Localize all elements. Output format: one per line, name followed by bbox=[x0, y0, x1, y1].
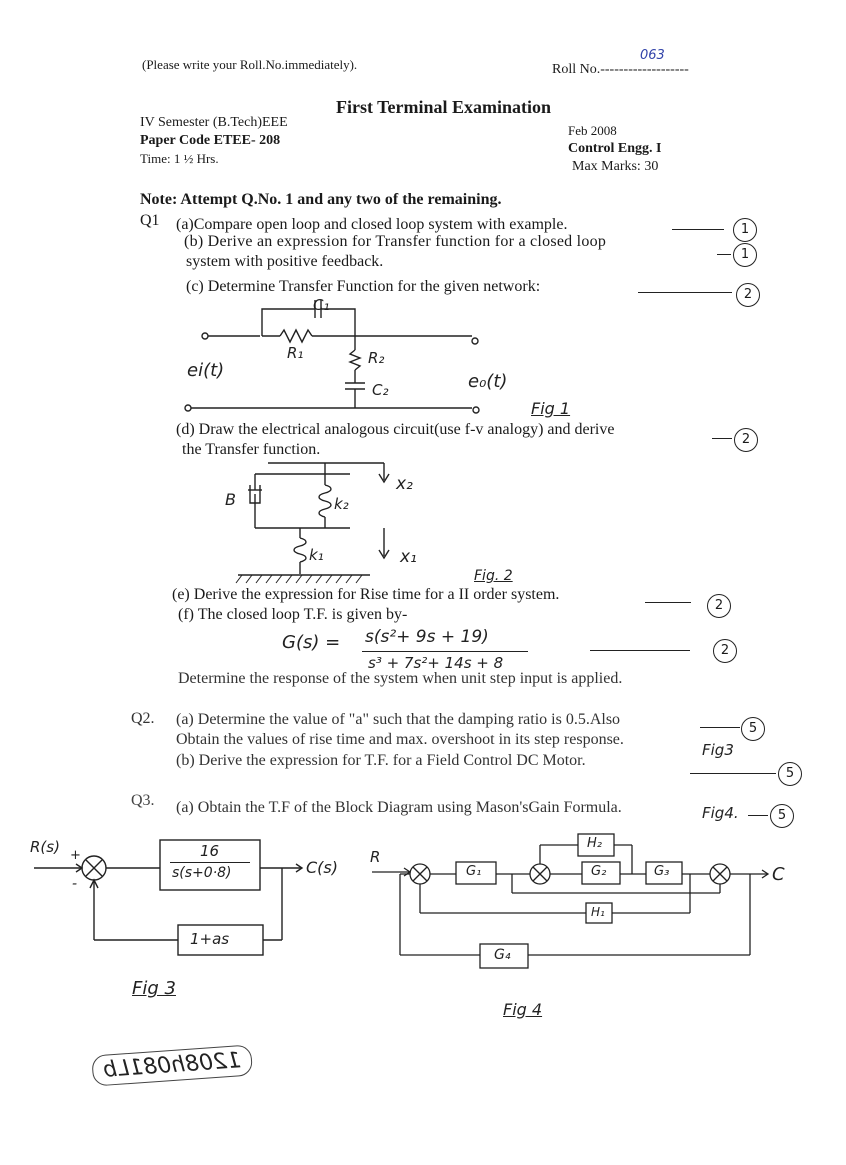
fig3-minus-sign: - bbox=[72, 876, 78, 892]
fig4-g2-label: G₂ bbox=[591, 864, 607, 879]
fig4-output-label: C bbox=[772, 864, 785, 885]
fig4-g3-label: G₃ bbox=[654, 864, 670, 879]
q2a-text-2: Obtain the values of rise time and max. overshoot in its step response. bbox=[176, 731, 624, 748]
fig4-caption: Fig 4 bbox=[503, 1000, 543, 1019]
q1b-text-1: (b) Derive an expression for Transfer function for a closed loop bbox=[184, 233, 607, 250]
fig4-h1-label: H₁ bbox=[591, 905, 605, 919]
q1f-text: (f) The closed loop T.F. is given by- bbox=[178, 606, 408, 623]
q3a-fig-ref: Fig4. bbox=[702, 804, 739, 822]
fig2-b-label: B bbox=[225, 490, 236, 509]
q1d-text-1: (d) Draw the electrical analogous circuit(use f-v analogy) and derive bbox=[176, 421, 615, 438]
subject: Control Engg. I bbox=[568, 141, 662, 156]
q1e-text: (e) Derive the expression for Rise time for a II order system. bbox=[172, 586, 560, 603]
q1d-marks: 2 bbox=[734, 428, 758, 452]
q2a-fig-ref: Fig3 bbox=[702, 741, 734, 759]
q1f-marks: 2 bbox=[713, 639, 737, 663]
fig3-plus-sign: + bbox=[70, 848, 81, 863]
q1f-text-2: Determine the response of the system when unit step input is applied. bbox=[178, 670, 623, 687]
q1c-marks: 2 bbox=[736, 283, 760, 307]
q1-label: Q1 bbox=[140, 212, 160, 229]
handwritten-stamp: 1208h081Lb bbox=[91, 1044, 253, 1086]
fig3-feedback-label: 1+as bbox=[190, 930, 230, 948]
q1b-dash bbox=[717, 254, 731, 255]
fig4-g1-label: G₁ bbox=[466, 864, 482, 879]
fig1-caption: Fig 1 bbox=[531, 399, 571, 418]
q1a-text: (a)Compare open loop and closed loop system with example. bbox=[176, 216, 568, 233]
fig3-input-label: R(s) bbox=[30, 838, 60, 856]
paper-code: Paper Code ETEE- 208 bbox=[140, 133, 281, 148]
fig3-fwd-den: s(s+0·8) bbox=[172, 865, 232, 881]
q1b-text-2: system with positive feedback. bbox=[186, 253, 384, 270]
fig2-x2-label: x₂ bbox=[396, 474, 413, 494]
q3-label: Q3. bbox=[131, 792, 155, 809]
roll-label: Roll No.------------------- bbox=[552, 62, 689, 77]
exam-time: Time: 1 ½ Hrs. bbox=[140, 151, 219, 166]
q1a-dash bbox=[672, 229, 724, 230]
note: Note: Attempt Q.No. 1 and any two of the remaining. bbox=[140, 191, 502, 208]
q1d-text-2: the Transfer function. bbox=[182, 441, 321, 458]
q2b-text: (b) Derive the expression for T.F. for a Field Control DC Motor. bbox=[176, 752, 586, 769]
roll-number: 063 bbox=[640, 48, 665, 63]
fig1-r1-label: R₁ bbox=[287, 344, 304, 362]
q2b-marks: 5 bbox=[778, 762, 802, 786]
q1f-fraction-bar bbox=[362, 651, 528, 652]
max-marks: Max Marks: 30 bbox=[572, 159, 659, 174]
q1c-dash bbox=[638, 292, 732, 293]
q1c-text: (c) Determine Transfer Function for the given network: bbox=[186, 278, 541, 295]
fig1-c2-label: C₂ bbox=[372, 381, 389, 399]
semester: IV Semester (B.Tech)EEE bbox=[140, 115, 288, 130]
fig1-r2-label: R₂ bbox=[368, 349, 385, 367]
fig1-eo-label: e₀(t) bbox=[468, 371, 508, 392]
roll-instruction: (Please write your Roll.No.immediately). bbox=[142, 57, 358, 72]
fig4-h2-label: H₂ bbox=[587, 836, 602, 851]
q3a-marks: 5 bbox=[770, 804, 794, 828]
exam-date: Feb 2008 bbox=[568, 123, 617, 138]
q1e-dash bbox=[645, 602, 691, 603]
q1f-eq-den: s³ + 7s²+ 14s + 8 bbox=[368, 654, 504, 672]
q1d-dash bbox=[712, 438, 732, 439]
fig3-fraction-bar bbox=[170, 862, 250, 863]
fig2-caption: Fig. 2 bbox=[474, 568, 513, 584]
q3a-dash bbox=[748, 815, 768, 816]
fig1-c1-label: C₁ bbox=[313, 296, 330, 314]
fig3-output-label: C(s) bbox=[306, 858, 338, 877]
q3a-text: (a) Obtain the T.F of the Block Diagram using Mason'sGain Formula. bbox=[176, 799, 622, 816]
q1f-eq-num: s(s²+ 9s + 19) bbox=[365, 627, 489, 647]
q2a-marks: 5 bbox=[741, 717, 765, 741]
q1e-marks: 2 bbox=[707, 594, 731, 618]
exam-title: First Terminal Examination bbox=[336, 97, 552, 117]
fig3-caption: Fig 3 bbox=[132, 978, 176, 999]
fig1-ei-label: ei(t) bbox=[187, 360, 225, 381]
fig4-input-label: R bbox=[370, 848, 381, 866]
fig3-fwd-num: 16 bbox=[200, 842, 220, 860]
q1f-dash bbox=[590, 650, 690, 651]
q2b-dash bbox=[690, 773, 776, 774]
q1f-eq-lhs: G(s) = bbox=[282, 632, 341, 653]
fig2-k2-label: k₂ bbox=[334, 495, 349, 513]
q2a-dash bbox=[700, 727, 740, 728]
q1a-marks: 1 bbox=[733, 218, 757, 242]
fig2-k1-label: k₁ bbox=[309, 546, 324, 564]
fig4-g4-label: G₄ bbox=[494, 947, 511, 963]
q1b-marks: 1 bbox=[733, 243, 757, 267]
q2-label: Q2. bbox=[131, 710, 155, 727]
q2a-text-1: (a) Determine the value of "a" such that the damping ratio is 0.5.Also bbox=[176, 711, 621, 728]
fig2-x1-label: x₁ bbox=[400, 547, 417, 567]
